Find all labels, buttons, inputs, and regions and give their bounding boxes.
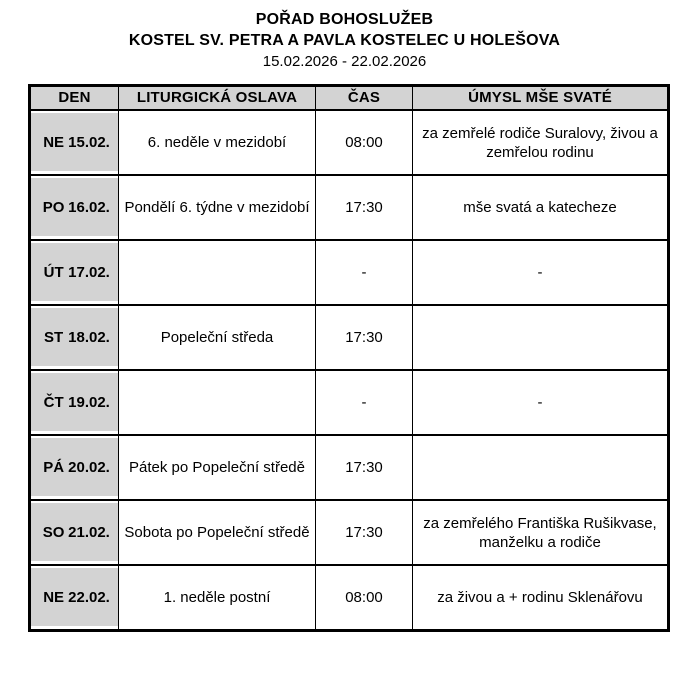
celebration-cell: [119, 240, 316, 305]
intention-cell: za zemřelého Františka Rušikvase, manželku a rodiče: [413, 500, 669, 565]
day-date: 15.02.: [68, 134, 110, 151]
day-date: 22.02.: [68, 589, 110, 606]
intention-cell: mše svatá a katecheze: [413, 175, 669, 240]
celebration-cell: [119, 370, 316, 435]
intention-cell: -: [413, 370, 669, 435]
date-range: 15.02.2026 - 22.02.2026: [262, 53, 427, 70]
time-cell: 08:00: [316, 565, 413, 631]
column-header-umysl: ÚMYSL MŠE SVATÉ: [413, 86, 669, 111]
day-abbr: PÁ: [43, 459, 65, 476]
time-cell: -: [316, 240, 413, 305]
celebration-cell: 1. neděle postní: [119, 565, 316, 631]
day-abbr: PO: [42, 199, 65, 216]
table-row: [30, 500, 669, 565]
celebration-cell: Sobota po Popeleční středě: [119, 500, 316, 565]
document-header: [0, 0, 689, 72]
day-date: 20.02.: [68, 459, 110, 476]
celebration-cell: 6. neděle v mezidobí: [119, 110, 316, 175]
day-abbr: SO: [42, 524, 65, 541]
table-row: [30, 370, 669, 435]
day-cell: [30, 370, 119, 435]
day-cell: [30, 435, 119, 500]
day-abbr: ST: [44, 329, 64, 346]
day-cell: [30, 500, 119, 565]
page-subtitle: KOSTEL SV. PETRA A PAVLA KOSTELEC U HOLEŠOVA: [128, 32, 561, 49]
table-row: [30, 240, 669, 305]
column-header-liturgicka-oslava: LITURGICKÁ OSLAVA: [119, 86, 316, 111]
day-abbr: NE: [43, 589, 65, 606]
day-date: 18.02.: [68, 329, 110, 346]
day-cell: [30, 565, 119, 631]
day-date: 16.02.: [68, 199, 110, 216]
table-row: [30, 565, 669, 631]
time-cell: -: [316, 370, 413, 435]
table-row: [30, 175, 669, 240]
day-cell: [30, 240, 119, 305]
intention-cell: [413, 435, 669, 500]
celebration-cell: Pátek po Popeleční středě: [119, 435, 316, 500]
time-cell: 17:30: [316, 500, 413, 565]
time-cell: 17:30: [316, 435, 413, 500]
schedule-table: [28, 84, 670, 632]
celebration-cell: Popeleční středa: [119, 305, 316, 370]
table-row: [30, 435, 669, 500]
day-cell: [30, 110, 119, 175]
column-header-cas: ČAS: [316, 86, 413, 111]
day-date: 17.02.: [68, 264, 110, 281]
intention-cell: -: [413, 240, 669, 305]
day-cell: [30, 305, 119, 370]
time-cell: 08:00: [316, 110, 413, 175]
page-title: POŘAD BOHOSLUŽEB: [255, 11, 434, 28]
celebration-cell: Pondělí 6. týdne v mezidobí: [119, 175, 316, 240]
table-row: [30, 110, 669, 175]
intention-cell: za zemřelé rodiče Suralovy, živou a zemřelou rodinu: [413, 110, 669, 175]
day-date: 21.02.: [68, 524, 110, 541]
time-cell: 17:30: [316, 175, 413, 240]
table-row: [30, 305, 669, 370]
day-cell: [30, 175, 119, 240]
intention-cell: [413, 305, 669, 370]
header-row: [30, 86, 669, 111]
day-abbr: NE: [43, 134, 65, 151]
time-cell: 17:30: [316, 305, 413, 370]
intention-cell: za živou a + rodinu Sklenářovu: [413, 565, 669, 631]
column-header-den: DEN: [30, 86, 119, 111]
day-abbr: ÚT: [43, 264, 64, 281]
day-date: 19.02.: [68, 394, 110, 411]
day-abbr: ČT: [43, 394, 64, 411]
